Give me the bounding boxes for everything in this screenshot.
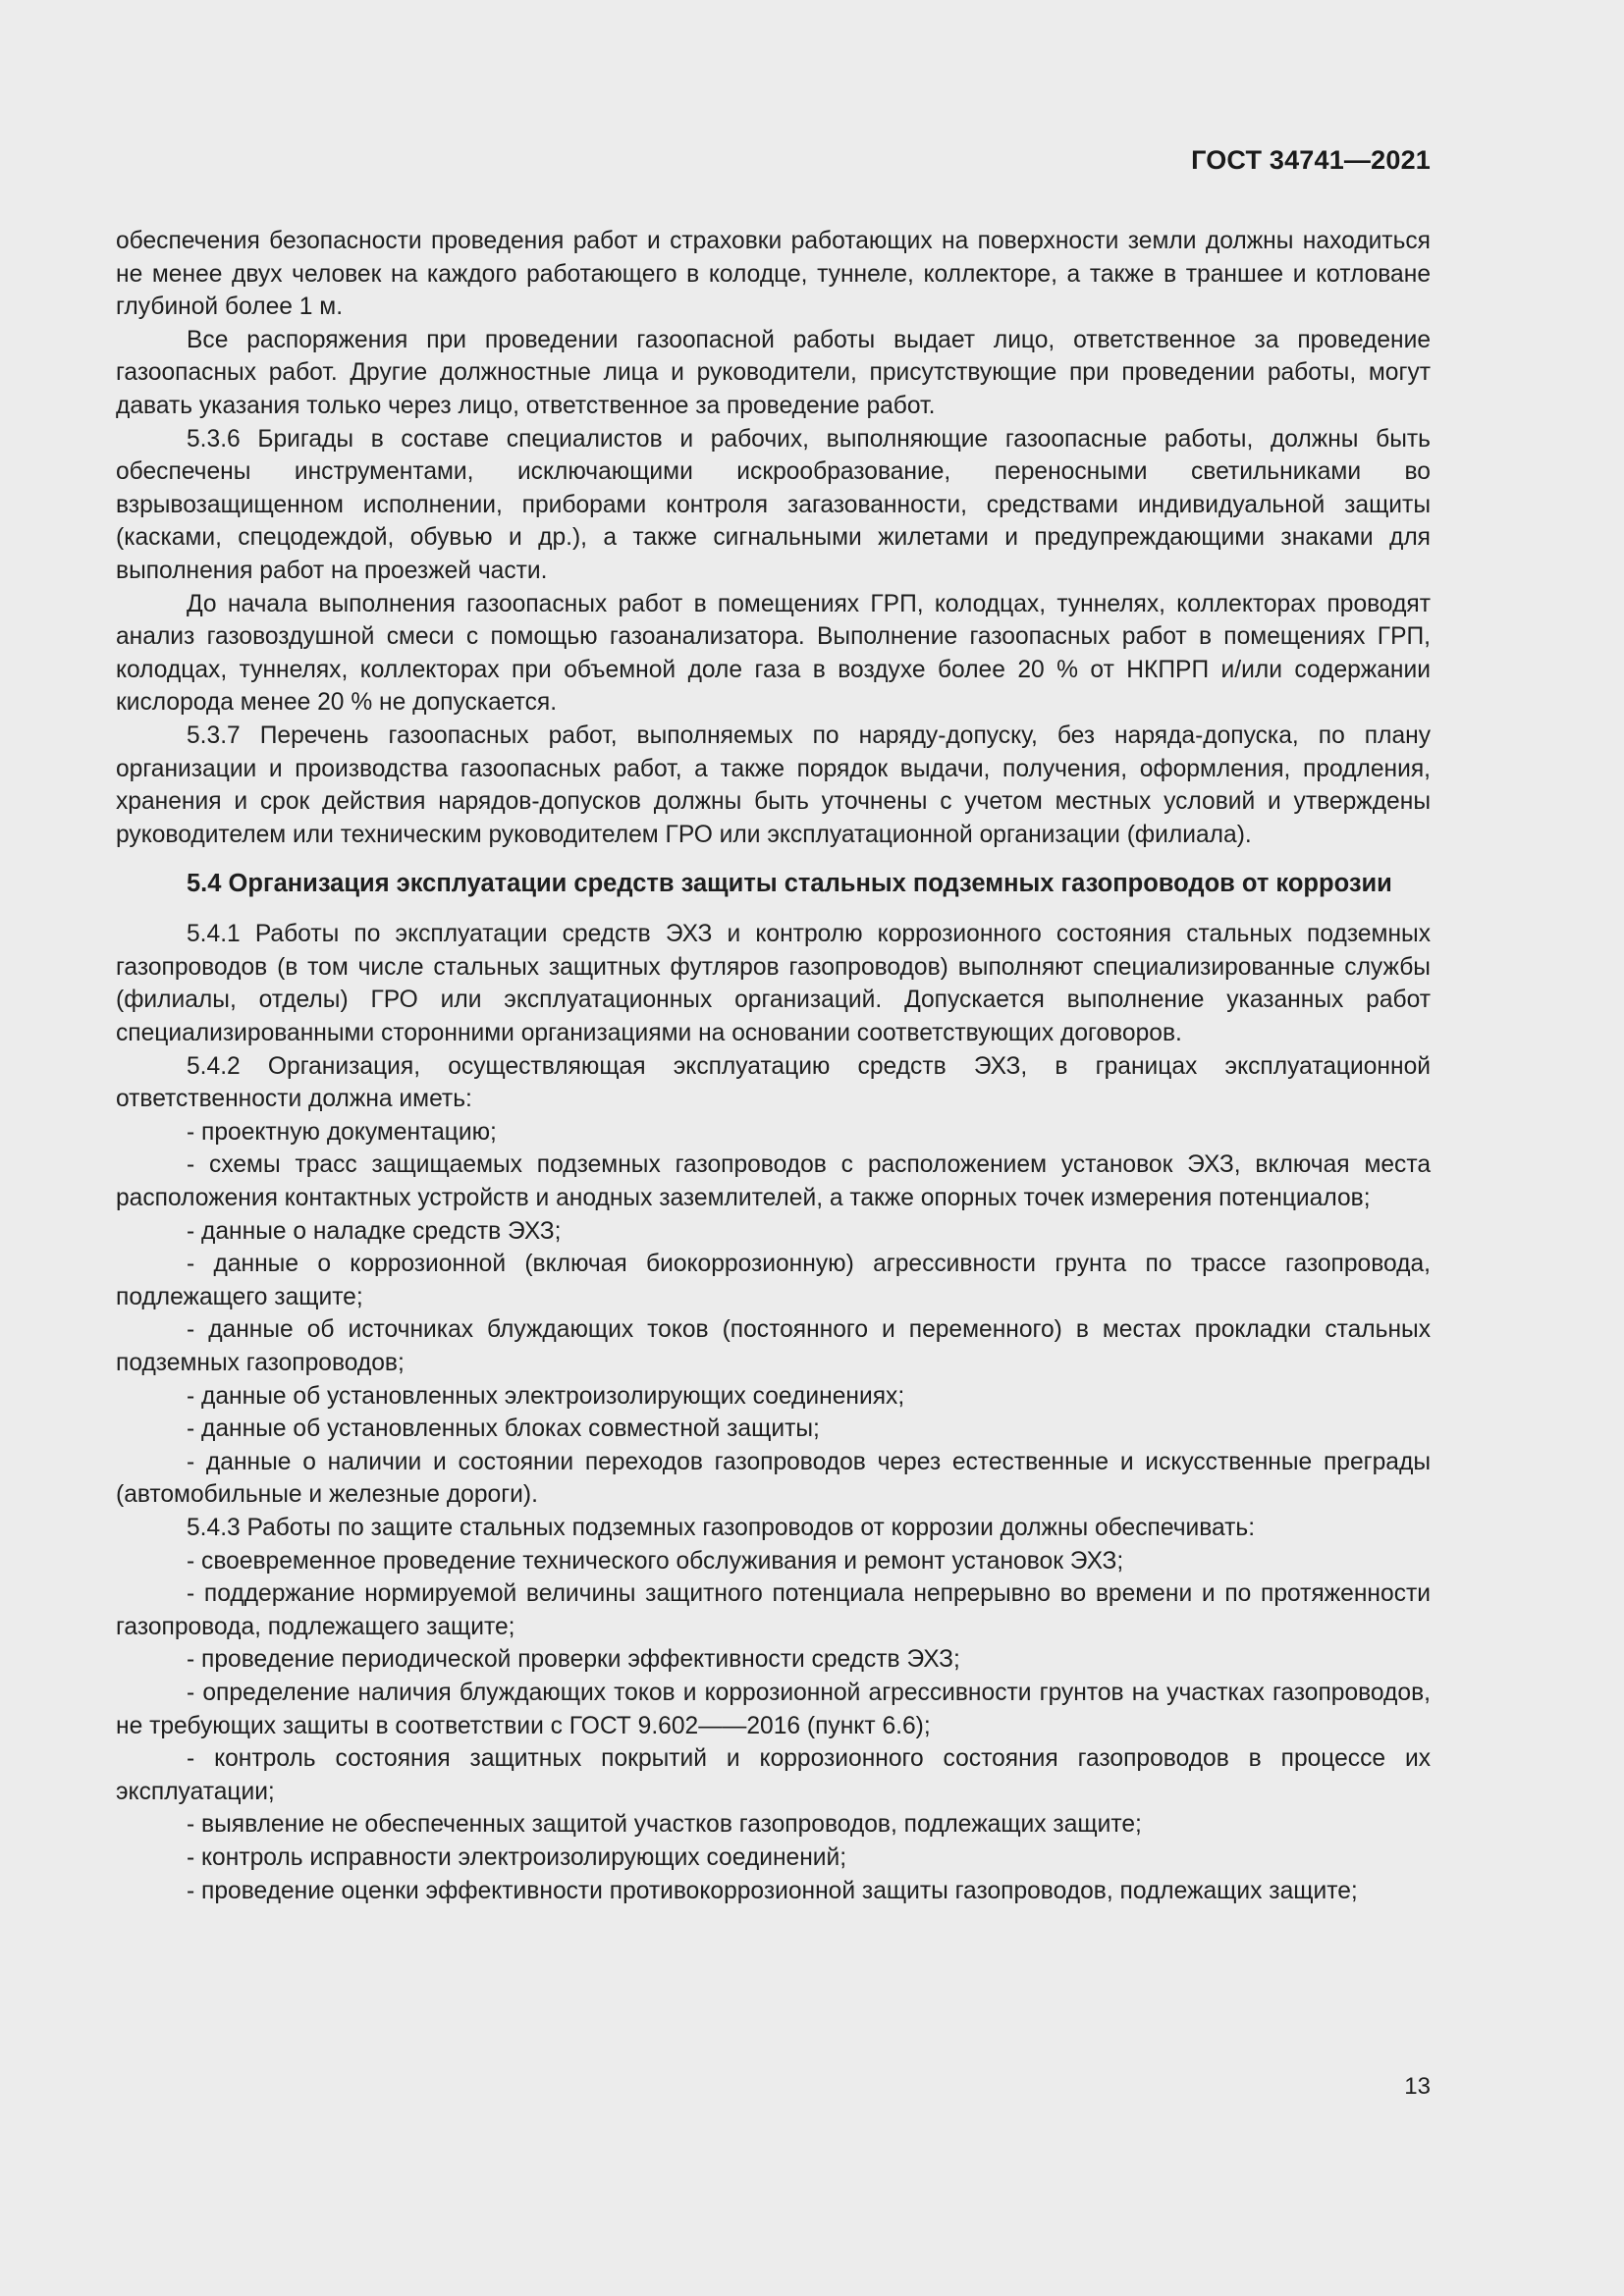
list-item: - данные об источниках блуждающих токов (постоянного и переменного) в местах прокладки стальных подземных газопроводов;	[116, 1316, 1431, 1376]
paragraph: Все распоряжения при проведении газоопасной работы выдает лицо, ответственное за проведение газоопасных работ. Другие должностные лица и руководители, присутствующие при проведении работы, могут давать указания только через лицо, ответственное за проведение работ.	[116, 326, 1431, 419]
list-item: - определение наличия блуждающих токов и коррозионной агрессивности грунтов на участках газопроводов, не требующих защиты в соответствии с ГОСТ 9.602——2016 (пункт 6.6);	[116, 1679, 1431, 1739]
paragraph-5-4-1: 5.4.1 Работы по эксплуатации средств ЭХЗ и контролю коррозионного состояния стальных подземных газопроводов (в том числе стальных защитных футляров газопроводов) выполняют специализированные службы (филиалы, отделы) ГРО или эксплуатационных организаций. Допускается выполнение указанных работ специализированными сторонними организациями на основании соответствующих договоров.	[116, 921, 1431, 1047]
paragraph-continuation: обеспечения безопасности проведения работ и страховки работающих на поверхности земли должны находиться не менее двух человек на каждого работающего в колодце, туннеле, коллекторе, а также в траншее и котловане глубиной более 1 м.	[116, 228, 1431, 321]
document-header: ГОСТ 34741—2021	[1191, 145, 1431, 175]
list-item: - схемы трасс защищаемых подземных газопроводов с расположением установок ЭХЗ, включая места расположения контактных устройств и анодных заземлителей, а также опорных точек измерения потенциалов;	[116, 1151, 1431, 1212]
list-item: - данные о наладке средств ЭХЗ;	[187, 1217, 562, 1245]
list-item: - данные о коррозионной (включая биокоррозионную) агрессивности грунта по трассе газопровода, подлежащего защите;	[116, 1251, 1431, 1310]
paragraph-5-4-3: 5.4.3 Работы по защите стальных подземных газопроводов от коррозии должны обеспечивать:	[187, 1514, 1256, 1541]
page-body	[116, 225, 1431, 1907]
list-item: - контроль состояния защитных покрытий и коррозионного состояния газопроводов в процессе их эксплуатации;	[116, 1745, 1431, 1805]
list-item: - проведение оценки эффективности противокоррозионной защиты газопроводов, подлежащих защите;	[187, 1877, 1358, 1904]
paragraph-5-3-6: 5.3.6 Бригады в составе специалистов и рабочих, выполняющие газоопасные работы, должны быть обеспечены инструментами, исключающими искрообразование, переносными светильниками во взрывозащищенном исполнении, приборами контроля загазованности, средствами индивидуальной защиты (касками, спецодеждой, обувью и др.), а также сигнальными жилетами и предупреждающими знаками для выполнения работ на проезжей части.	[116, 425, 1431, 584]
list-item: - поддержание нормируемой величины защитного потенциала непрерывно во времени и по протяженности газопровода, подлежащего защите;	[116, 1580, 1431, 1640]
list-item: - своевременное проведение технического обслуживания и ремонт установок ЭХЗ;	[187, 1547, 1124, 1575]
section-heading-5-4: 5.4 Организация эксплуатации средств защиты стальных подземных газопроводов от коррозии	[187, 870, 1392, 898]
list-item: - данные о наличии и состоянии переходов газопроводов через естественные и искусственные преграды (автомобильные и железные дороги).	[116, 1448, 1431, 1509]
paragraph-5-4-2: 5.4.2 Организация, осуществляющая эксплуатацию средств ЭХЗ, в границах эксплуатационной ответственности должна иметь:	[116, 1052, 1431, 1113]
list-item: - данные об установленных блоках совместной защиты;	[187, 1415, 820, 1443]
list-item: - данные об установленных электроизолирующих соединениях;	[187, 1382, 905, 1410]
list-item: - проектную документацию;	[187, 1118, 497, 1146]
paragraph: До начала выполнения газоопасных работ в помещениях ГРП, колодцах, туннелях, коллекторах проводят анализ газовоздушной смеси с помощью газоанализатора. Выполнение газоопасных работ в помещениях ГРП, колодцах, туннелях, коллекторах при объемной доле газа в воздухе более 20 % от НКПРП и/или содержании кислорода менее 20 % не допускается.	[116, 590, 1431, 717]
list-item: - проведение периодической проверки эффективности средств ЭХЗ;	[187, 1646, 960, 1674]
paragraph-5-3-7: 5.3.7 Перечень газоопасных работ, выполняемых по наряду-допуску, без наряда-допуска, по плану организации и производства газоопасных работ, а также порядок выдачи, получения, оформления, продления, хранения и срок действия нарядов-допусков должны быть уточнены с учетом местных условий и утверждены руководителем или техническим руководителем ГРО или эксплуатационной организации (филиала).	[116, 721, 1431, 848]
list-item: - выявление не обеспеченных защитой участков газопроводов, подлежащих защите;	[187, 1811, 1142, 1839]
list-item: - контроль исправности электроизолирующих соединений;	[187, 1843, 847, 1871]
page-number: 13	[1404, 2073, 1431, 2100]
